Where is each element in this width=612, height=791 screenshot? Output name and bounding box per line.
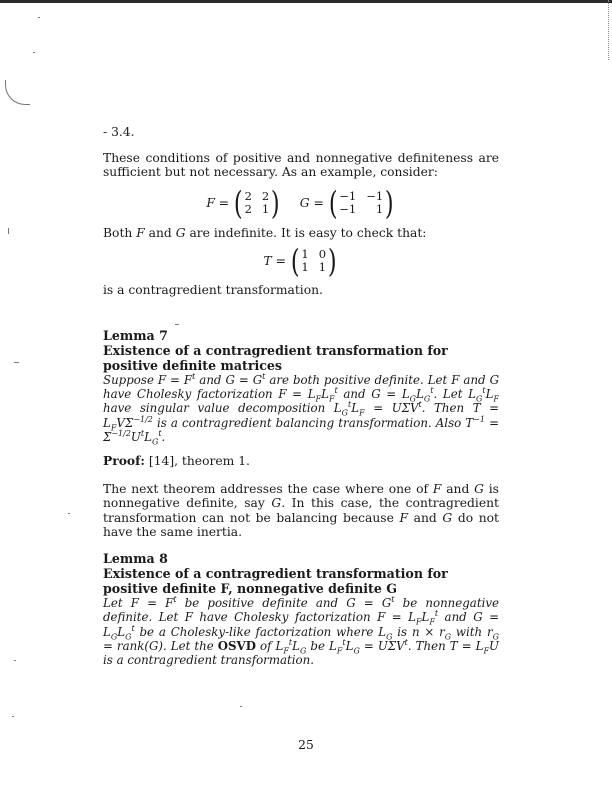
lemma-8-title: Existence of a contragredient transformation for positive definite F, nonnegative definite G [103,565,448,596]
scan-speck [14,660,16,661]
G-cell: −1 [339,188,357,203]
lemma-8 [103,551,499,668]
nonnegative-paragraph: The next theorem addresses the case where one of F and G is nonnegative definite, say G. In this case, the contragredient transformation can not be balancing because F and G do not have the same inertia. [103,482,499,540]
G-label: G = [299,195,324,210]
scan-speck [14,362,19,363]
lemma-8-heading: Lemma 8 [103,550,168,566]
G-matrix: ( −1 −1 −1 1 ) [328,183,394,222]
intro-paragraph [103,151,499,180]
lemma-7 [103,328,499,445]
lemma-7-body: Suppose $F = F^t$ and $G = G^t$ are both positive definite. Let F and G have Cholesky factorization $F = L_FL_F^t$ and $G = L_GL_G^t$. Let $L_G^tL_F$ have singular value decomposition $L_G^tL_F = U\Sigma V^t$. Then $T = L_FV\Sigma^{-1/2}$ is a contragredient balancing transformation. Also $T^{-1} = \Sigma^{-1/2}U^tL_G^t$. [103,371,500,447]
equation-F-G [103,183,499,222]
lemma-7-title: Existence of a contragredient transformation for positive definite matrices [103,342,448,373]
F-matrix: ( 2 2 2 1 ) [233,183,280,222]
T-cell: 1 [301,260,309,275]
proof-label: Proof: [103,452,145,468]
G-cell: −1 [366,188,384,203]
scan-border-top [0,0,612,3]
F-cell: 2 [244,188,252,203]
scan-speck [240,706,242,707]
scan-speck [8,228,9,234]
proof-line [103,454,499,468]
scan-border-right [607,0,609,60]
scan-speck [33,52,35,53]
scan-speck [38,17,40,18]
lemma-8-body: Let $F = F^t$ be positive definite and $G = G^t$ be nonnegative definite. Let F have Cholesky factorization $F = L_FL_F^t$ and $G = L_GL_G^t$ be a Cholesky-like factorization where $L_G$ is $n \times r_G$ with $r_G$ = rank(G). Let the OSVD of $L_F^tL_G$ be $L_F^tL_G = U\Sigma V^t$. Then $T = L_FU$ is a contragredient transformation. [103,594,499,668]
scan-speck [12,716,14,717]
page-body [103,151,499,668]
T-matrix: ( 1 0 1 1 ) [290,242,337,281]
intro-text: These conditions of positive and nonnegative definiteness are sufficient but not necessary. As an example, consider: [103,151,499,180]
F-cell: 2 [244,201,252,216]
T-cell: 1 [301,247,309,262]
contragredient-paragraph: is a contragredient transformation. [103,283,323,298]
F-cell: 1 [261,201,270,216]
G-cell: 1 [375,201,384,216]
equation-T [103,242,499,281]
indefinite-paragraph: Both F and G are indefinite. It is easy to check that: [103,225,427,240]
lemma-7-heading: Lemma 7 [103,327,168,343]
F-cell: 2 [261,188,270,203]
F-label: F = [206,195,230,210]
scan-artifact-arc [5,80,30,105]
proof-text: [14], theorem 1. [144,453,250,468]
section-marker: - 3.4. [103,125,135,139]
scan-speck [68,513,70,514]
page-number: 25 [298,738,314,752]
T-cell: 0 [318,247,327,262]
T-cell: 1 [318,260,327,275]
T-label: T = [263,254,286,269]
G-cell: −1 [339,201,357,216]
